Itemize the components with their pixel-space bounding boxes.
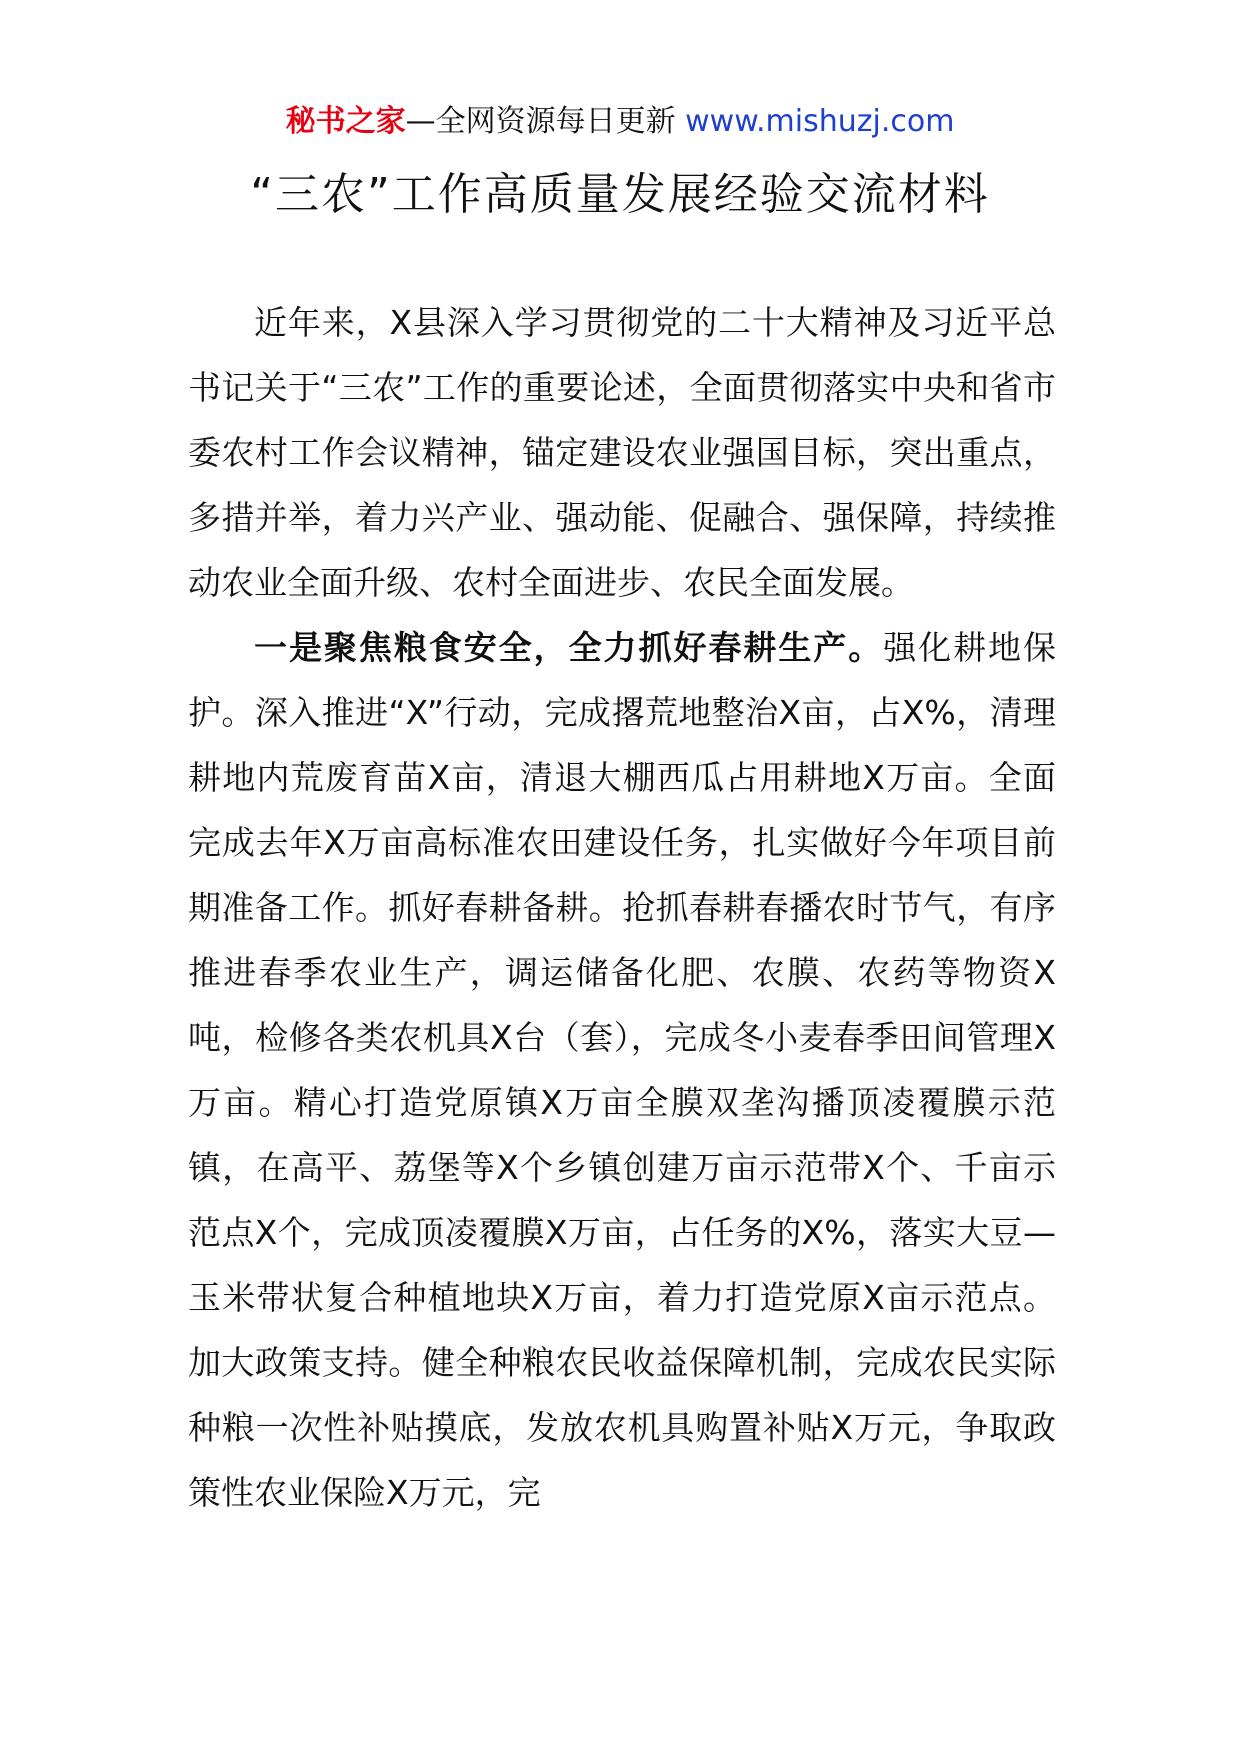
paragraph-lead: 一是聚焦粮食安全，全力抓好春耕生产。 xyxy=(254,628,884,667)
header-slogan: —全网资源每日更新 xyxy=(405,104,686,139)
paragraph-grain-security xyxy=(188,615,1056,1525)
document-title: “三农”工作高质量发展经验交流材料 xyxy=(250,169,990,220)
paragraph-intro xyxy=(188,290,1056,615)
document-body xyxy=(188,290,1056,1525)
site-header xyxy=(0,100,1240,144)
paragraph-text: 近年来，X县深入学习贯彻党的二十大精神及习近平总书记关于“三农”工作的重要论述，全面贯彻落实中央和省市委农村工作会议精神，锚定建设农业强国目标，突出重点，多措并举，着力兴产业、强动能、促融合、强保障，持续推动农业全面升级、农村全面进步、农民全面发展。 xyxy=(188,303,1056,602)
paragraph-text: 强化耕地保护。深入推进“X”行动，完成撂荒地整治X亩，占X%，清理耕地内荒废育苗X亩，清退大棚西瓜占用耕地X万亩。全面完成去年X万亩高标准农田建设任务，扎实做好今年项目前期准备工作。抓好春耕备耕。抢抓春耕春播农时节气，有序推进春季农业生产，调运储备化肥、农膜、农药等物资X吨，检修各类农机具X台（套），完成冬小麦春季田间管理X万亩。精心打造党原镇X万亩全膜双垄沟播顶凌覆膜示范镇，在高平、荔堡等X个乡镇创建万亩示范带X个、千亩示范点X个，完成顶凌覆膜X万亩，占任务的X%，落实大豆—玉米带状复合种植地块X万亩，着力打造党原X亩示范点。加大政策支持。健全种粮农民收益保障机制，完成农民实际种粮一次性补贴摸底，发放农机具购置补贴X万元，争取政策性农业保险X万元，完 xyxy=(188,628,1057,1512)
brand-name: 秘书之家 xyxy=(285,104,406,139)
site-url-link[interactable]: www.mishuzj.com xyxy=(685,104,955,139)
